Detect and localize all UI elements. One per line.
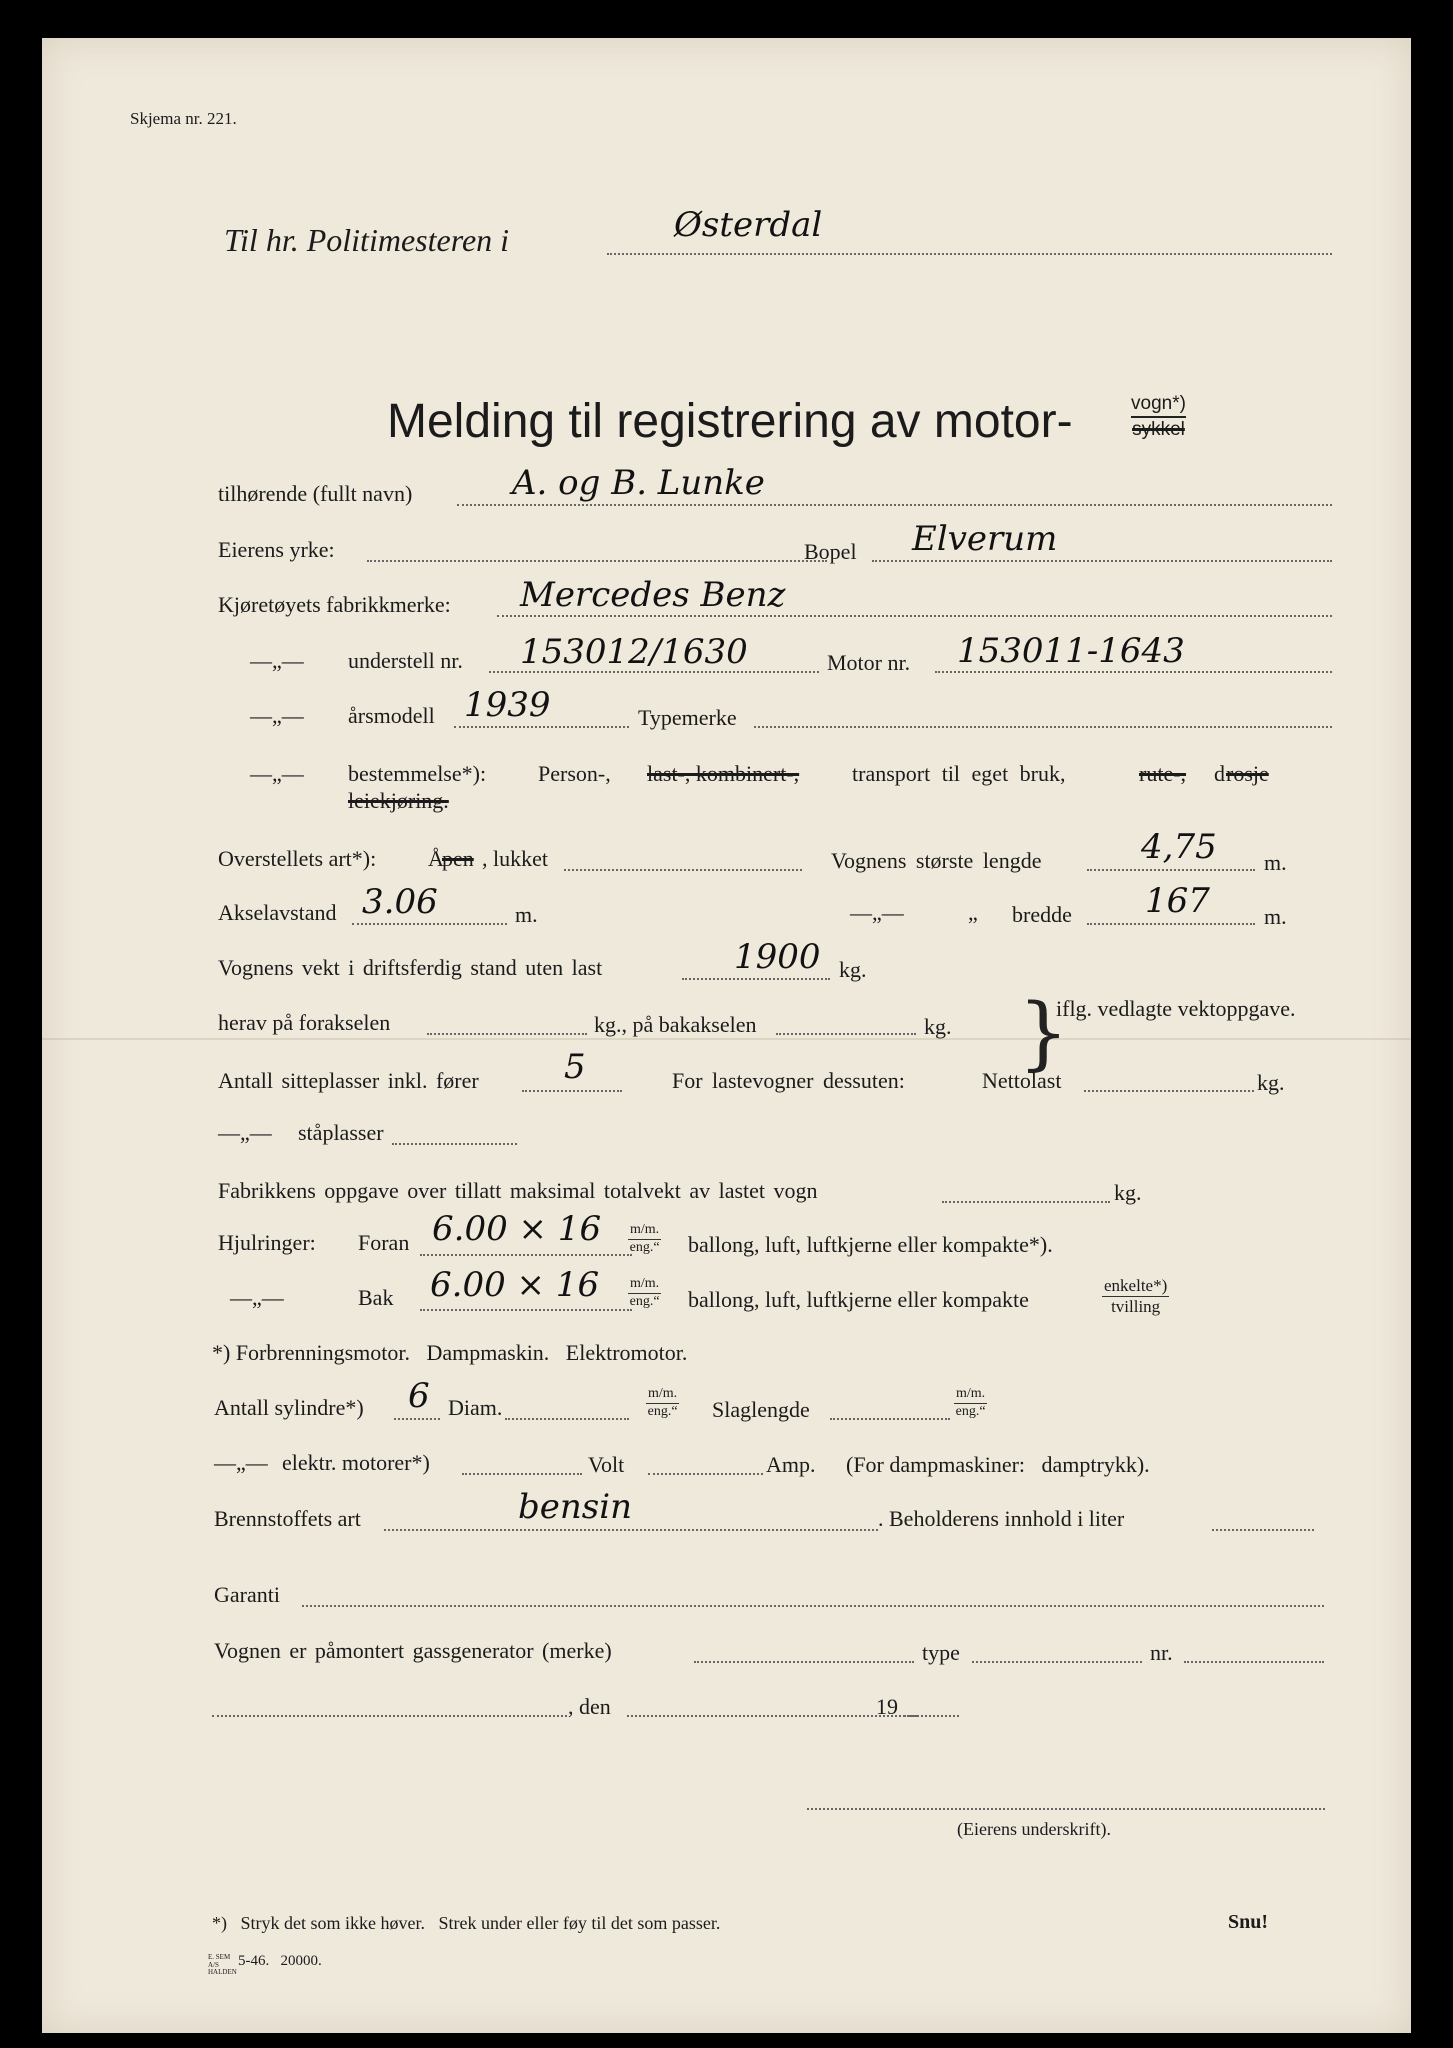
footer-note: *) Stryk det som ikke høver. Strek under eller føy til det som passer. — [212, 1913, 721, 1933]
front-unit-frac — [628, 1222, 661, 1257]
single-dual-frac — [1102, 1276, 1169, 1318]
addressee-line — [607, 253, 1332, 255]
unit-mm: m/m. — [646, 1386, 679, 1404]
width-unit: m. — [1264, 904, 1287, 929]
date-year-prefix: 19 — [876, 1694, 898, 1719]
netload-line — [1084, 1090, 1254, 1092]
type-label: Typemerke — [638, 705, 737, 730]
weight-unit: kg. — [839, 957, 867, 982]
tire-types-rear: ballong, luft, luftkjerne eller kompakte — [688, 1287, 1029, 1312]
ditto-mark: —„— — [250, 761, 304, 786]
tank-line — [1212, 1529, 1314, 1531]
title-frac-sykkel: sykkel — [1132, 418, 1185, 440]
front-value: 6.00 × 16 — [432, 1209, 602, 1249]
rear-axle-label: kg., på bakakselen — [594, 1012, 757, 1037]
weight-label: Vognens vekt i driftsferdig stand uten last — [218, 955, 603, 980]
standing-line — [392, 1143, 517, 1145]
tire-types: ballong, luft, luftkjerne eller kompakte*). — [688, 1232, 1053, 1257]
body-label: Overstellets art*): — [218, 846, 377, 871]
cylinders-line — [394, 1418, 440, 1420]
axle-value: 3.06 — [362, 882, 438, 922]
unit-mm: m/m. — [628, 1222, 661, 1240]
front-line — [420, 1254, 632, 1256]
unit-mm: m/m. — [628, 1276, 661, 1294]
form-sheet — [42, 38, 1411, 2033]
dual-label: tvilling — [1111, 1297, 1161, 1317]
diam-label: Diam. — [448, 1395, 503, 1420]
wheels-label: Hjulringer: — [218, 1230, 316, 1255]
addressee-value: Østerdal — [674, 205, 823, 245]
unit-eng: eng.“ — [647, 1403, 678, 1419]
owner-line — [457, 504, 1332, 506]
form-number: Skjema nr. 221. — [130, 109, 237, 128]
rear-axle-unit: kg. — [924, 1014, 952, 1039]
body-closed: , lukket — [482, 846, 548, 871]
rear-line — [420, 1309, 632, 1311]
purpose-transport: transport til eget bruk, — [852, 761, 1066, 786]
purpose-person: Person-, — [538, 761, 611, 786]
weight-note: iflg. vedlagte vektoppgave. — [1056, 996, 1296, 1021]
ditto-mark: —„— — [218, 1120, 272, 1145]
residence-line — [872, 560, 1332, 562]
ditto-mark: —„— — [250, 703, 304, 728]
axle-unit: m. — [515, 902, 538, 927]
unit-eng: eng.“ — [629, 1293, 660, 1309]
year-suffix-line — [904, 1715, 959, 1717]
steam-label: (For dampmaskiner: damptrykk). — [846, 1452, 1150, 1477]
gas-type-label: type — [922, 1640, 960, 1665]
rear-label: Bak — [358, 1285, 394, 1310]
chassis-label: understell nr. — [348, 648, 463, 673]
diam-line — [505, 1418, 629, 1420]
volt-label: Volt — [588, 1452, 625, 1477]
gas-nr-line — [1184, 1661, 1324, 1663]
fuel-line — [384, 1529, 878, 1531]
ditto-mark: —„— — [250, 648, 304, 673]
year-value: 1939 — [464, 685, 551, 725]
place-line — [212, 1715, 567, 1717]
gas-label: Vognen er påmontert gassgenerator (merke) — [214, 1638, 612, 1663]
residence-value: Elverum — [912, 519, 1058, 559]
length-value: 4,75 — [1141, 827, 1217, 867]
owner-value: A. og B. Lunke — [512, 463, 765, 503]
purpose-rute: rute-, — [1139, 761, 1187, 786]
axle-label: Akselavstand — [218, 900, 337, 925]
unit-mm: m/m. — [954, 1386, 987, 1404]
cylinders-label: Antall sylindre*) — [214, 1395, 364, 1420]
purpose-label: bestemmelse*): — [348, 761, 487, 786]
fuel-value: bensin — [518, 1487, 633, 1527]
addressee-label: Til hr. Politimesteren i — [224, 222, 510, 258]
front-axle-label: herav på forakselen — [218, 1010, 391, 1035]
guarantee-label: Garanti — [214, 1582, 280, 1607]
cargo-label: For lastevogner dessuten: — [672, 1068, 905, 1093]
stroke-unit-frac — [954, 1386, 987, 1421]
weight-line — [682, 978, 830, 980]
motor-label: Motor nr. — [827, 650, 911, 675]
purpose-drosje-d: d — [1214, 761, 1225, 786]
seats-value: 5 — [564, 1047, 586, 1087]
motor-line — [935, 671, 1332, 673]
body-open-rest: pen — [442, 846, 474, 871]
max-weight-label: Fabrikkens oppgave over tillatt maksimal totalvekt av lastet vogn — [218, 1178, 818, 1203]
rear-value: 6.00 × 16 — [430, 1265, 600, 1305]
length-unit: m. — [1264, 850, 1287, 875]
standing-label: ståplasser — [298, 1120, 384, 1145]
tank-label: . Beholderens innhold i liter — [878, 1506, 1125, 1531]
signature-line — [807, 1808, 1325, 1810]
gas-make-line — [694, 1661, 914, 1663]
make-line — [497, 615, 1332, 617]
width-quote: „ — [968, 900, 978, 925]
diam-unit-frac — [646, 1386, 679, 1421]
max-weight-line — [942, 1201, 1110, 1203]
stroke-label: Slaglengde — [712, 1397, 810, 1422]
front-label: Foran — [358, 1230, 410, 1255]
amp-label: Amp. — [766, 1452, 816, 1477]
volt-line — [648, 1473, 763, 1475]
front-axle-line — [427, 1033, 587, 1035]
seats-label: Antall sitteplasser inkl. fører — [218, 1068, 479, 1093]
type-line — [754, 726, 1332, 728]
purpose-leie: leiekjøring. — [348, 788, 449, 813]
electric-label: elektr. motorer*) — [282, 1450, 430, 1475]
print-info: 5-46. 20000. — [238, 1953, 322, 1969]
stroke-line — [830, 1418, 950, 1420]
chassis-value: 153012/1630 — [520, 632, 748, 672]
ditto-mark: —„— — [214, 1450, 268, 1475]
length-label: Vognens største lengde — [831, 848, 1042, 873]
weight-brace: } — [1018, 986, 1069, 1079]
axle-line — [352, 923, 507, 925]
unit-eng: eng.“ — [955, 1403, 986, 1419]
rear-axle-line — [776, 1033, 916, 1035]
purpose-drosje-rest: rosje — [1226, 761, 1269, 786]
motor-value: 153011-1643 — [957, 631, 1185, 671]
profession-line — [367, 560, 827, 562]
single-label: enkelte*) — [1102, 1276, 1169, 1297]
electric-line — [462, 1473, 582, 1475]
width-value: 167 — [1145, 881, 1210, 921]
max-weight-unit: kg. — [1114, 1180, 1142, 1205]
width-label: bredde — [1012, 902, 1072, 927]
signature-label: (Eierens underskrift). — [957, 1819, 1111, 1839]
netload-unit: kg. — [1257, 1070, 1285, 1095]
width-line — [1087, 923, 1255, 925]
purpose-last: last-, kombinert-, — [647, 761, 800, 786]
seats-line — [522, 1090, 622, 1092]
year-label: årsmodell — [348, 703, 435, 728]
body-open-a: Å — [428, 846, 444, 871]
form-title: Melding til registrering av motor- — [387, 395, 1073, 448]
engine-types: *) Forbrenningsmotor. Dampmaskin. Elektromotor. — [212, 1340, 688, 1365]
ditto-mark: —„— — [230, 1285, 284, 1310]
title-frac-vogn: vogn*) — [1131, 392, 1186, 418]
cylinders-value: 6 — [408, 1376, 430, 1416]
netload-label: Nettolast — [982, 1068, 1062, 1093]
printer-mark: E. SEM A/S HALDEN — [208, 1953, 237, 1977]
length-line — [1087, 869, 1255, 871]
make-label: Kjøretøyets fabrikkmerke: — [218, 592, 451, 617]
guarantee-line — [302, 1605, 1324, 1607]
gas-nr-label: nr. — [1150, 1640, 1173, 1665]
weight-value: 1900 — [734, 937, 821, 977]
gas-type-line — [972, 1661, 1142, 1663]
make-value: Mercedes Benz — [520, 575, 786, 615]
ditto-mark: —„— — [850, 900, 904, 925]
fuel-label: Brennstoffets art — [214, 1506, 361, 1531]
unit-eng: eng.“ — [629, 1239, 660, 1255]
residence-label: Bopel — [804, 539, 857, 564]
fold-line — [42, 1038, 1411, 1040]
title-vehicle-type — [1131, 392, 1186, 442]
body-line — [564, 869, 802, 871]
turn-over: Snu! — [1228, 1911, 1269, 1933]
rear-unit-frac — [628, 1276, 661, 1311]
year-line — [454, 726, 629, 728]
profession-label: Eierens yrke: — [218, 537, 335, 562]
owner-label: tilhørende (fullt navn) — [218, 481, 413, 506]
date-den: , den — [568, 1694, 611, 1719]
date-line — [627, 1715, 917, 1717]
